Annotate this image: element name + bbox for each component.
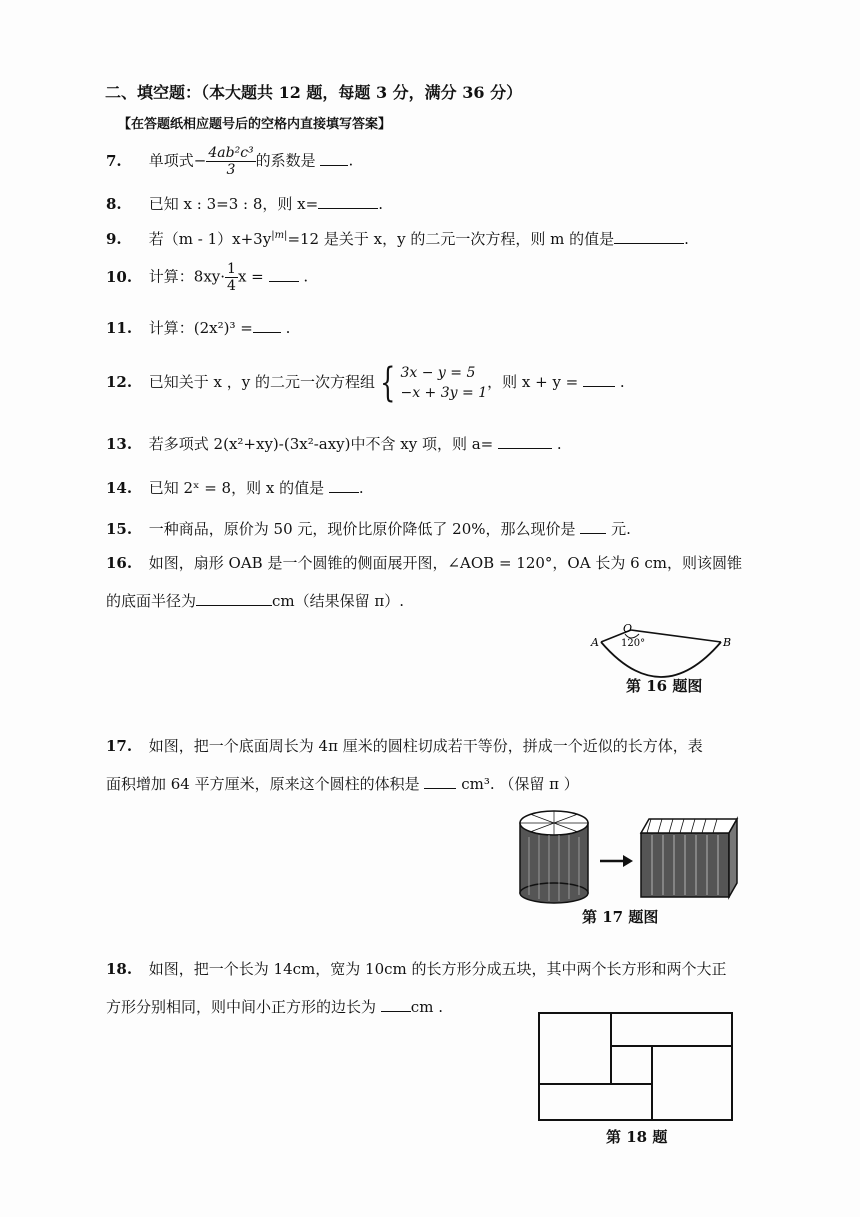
rectangle-figure	[536, 1010, 736, 1124]
question-number: 9.	[106, 230, 122, 248]
section-title: 二、填空题：（本大题共 12 题，每题 3 分，满分 36 分）	[105, 83, 523, 102]
question-12: 12. 已知关于 x ，y 的二元一次方程组 { 3x − y = 5 −x + 3y = 1 ，则 x + y = .	[106, 360, 625, 406]
sector-figure	[585, 622, 745, 682]
answer-blank[interactable]	[381, 996, 411, 1012]
answer-blank[interactable]	[269, 266, 299, 282]
question-number: 7.	[106, 151, 122, 170]
question-10: 10. 计算：8xy· $\frac{1}{4}$ x = .	[106, 261, 309, 294]
figure-17-caption: 第 17 题图	[582, 908, 659, 926]
answer-blank[interactable]	[318, 193, 378, 209]
question-14: 14. 已知 2ˣ = 8，则 x 的值是 .	[106, 479, 364, 497]
question-17: 17. 如图，把一个底面周长为 4π 厘米的圆柱切成若干等份，拼成一个近似的长方体，表	[106, 737, 703, 755]
question-number: 8.	[106, 195, 122, 213]
answer-blank[interactable]	[583, 371, 615, 387]
question-number: 18.	[106, 960, 133, 978]
question-17-line2: 面积增加 64 平方厘米，原来这个圆柱的体积是 cm³. （保留 π ）	[106, 775, 579, 793]
answer-blank[interactable]	[614, 228, 684, 244]
figure-16-caption: 第 16 题图	[626, 677, 703, 695]
section-note: 【在答题纸相应题号后的空格内直接填写答案】	[118, 117, 392, 132]
answer-blank[interactable]	[196, 590, 272, 606]
brace: {	[380, 360, 396, 406]
cylinder-figure	[515, 805, 740, 905]
question-number: 16.	[106, 554, 133, 572]
question-13: 13. 若多项式 2(x²+xy)-(3x²-axy)中不含 xy 项，则 a= .	[106, 435, 562, 453]
label-b: B	[723, 636, 732, 649]
question-7: 7. 单项式− $\frac{\text{4ab²c³}}{3}$ 的系数是 .	[106, 145, 354, 178]
question-number: 12.	[106, 373, 133, 391]
answer-blank[interactable]	[498, 433, 552, 449]
question-16: 16. 如图，扇形 OAB 是一个圆锥的侧面展开图，∠AOB = 120°，OA 长为 6 cm，则该圆锥	[106, 554, 743, 572]
answer-blank[interactable]	[424, 773, 456, 789]
answer-blank[interactable]	[580, 518, 606, 534]
question-18-line2: 方形分别相同，则中间小正方形的边长为 cm .	[106, 998, 443, 1016]
question-15: 15. 一种商品，原价为 50 元，现价比原价降低了 20%，那么现价是 元.	[106, 520, 631, 538]
fraction: $\frac{1}{4}$	[227, 261, 236, 294]
question-number: 13.	[106, 435, 133, 453]
question-11: 11. 计算：(2x²)³ = .	[106, 319, 291, 337]
angle-label: 120°	[621, 638, 646, 649]
answer-blank[interactable]	[320, 150, 348, 166]
question-8: 8. 已知 x : 3=3 : 8，则 x= .	[106, 195, 383, 213]
figure-18-caption: 第 18 题	[606, 1128, 668, 1146]
question-number: 11.	[106, 319, 133, 337]
equation-system: 3x − y = 5 −x + 3y = 1	[400, 365, 488, 401]
question-16-line2: 的底面半径为 cm（结果保留 π）.	[106, 592, 405, 610]
label-o: O	[623, 622, 633, 635]
question-number: 10.	[106, 267, 133, 286]
answer-blank[interactable]	[329, 477, 359, 493]
question-18: 18. 如图，把一个长为 14cm，宽为 10cm 的长方形分成五块，其中两个长方形和两个大正	[106, 960, 727, 978]
fraction: $\frac{\text{4ab²c³}}{3}$	[208, 145, 254, 178]
question-9: 9. 若$(m - 1)x+3y^{|m|}=12$ 是关于 x，y 的二元一次方程，则 m 的值是 .	[106, 230, 689, 248]
question-number: 14.	[106, 479, 133, 497]
answer-blank[interactable]	[253, 317, 281, 333]
question-number: 15.	[106, 520, 133, 538]
question-number: 17.	[106, 737, 133, 755]
label-a: A	[591, 636, 599, 649]
